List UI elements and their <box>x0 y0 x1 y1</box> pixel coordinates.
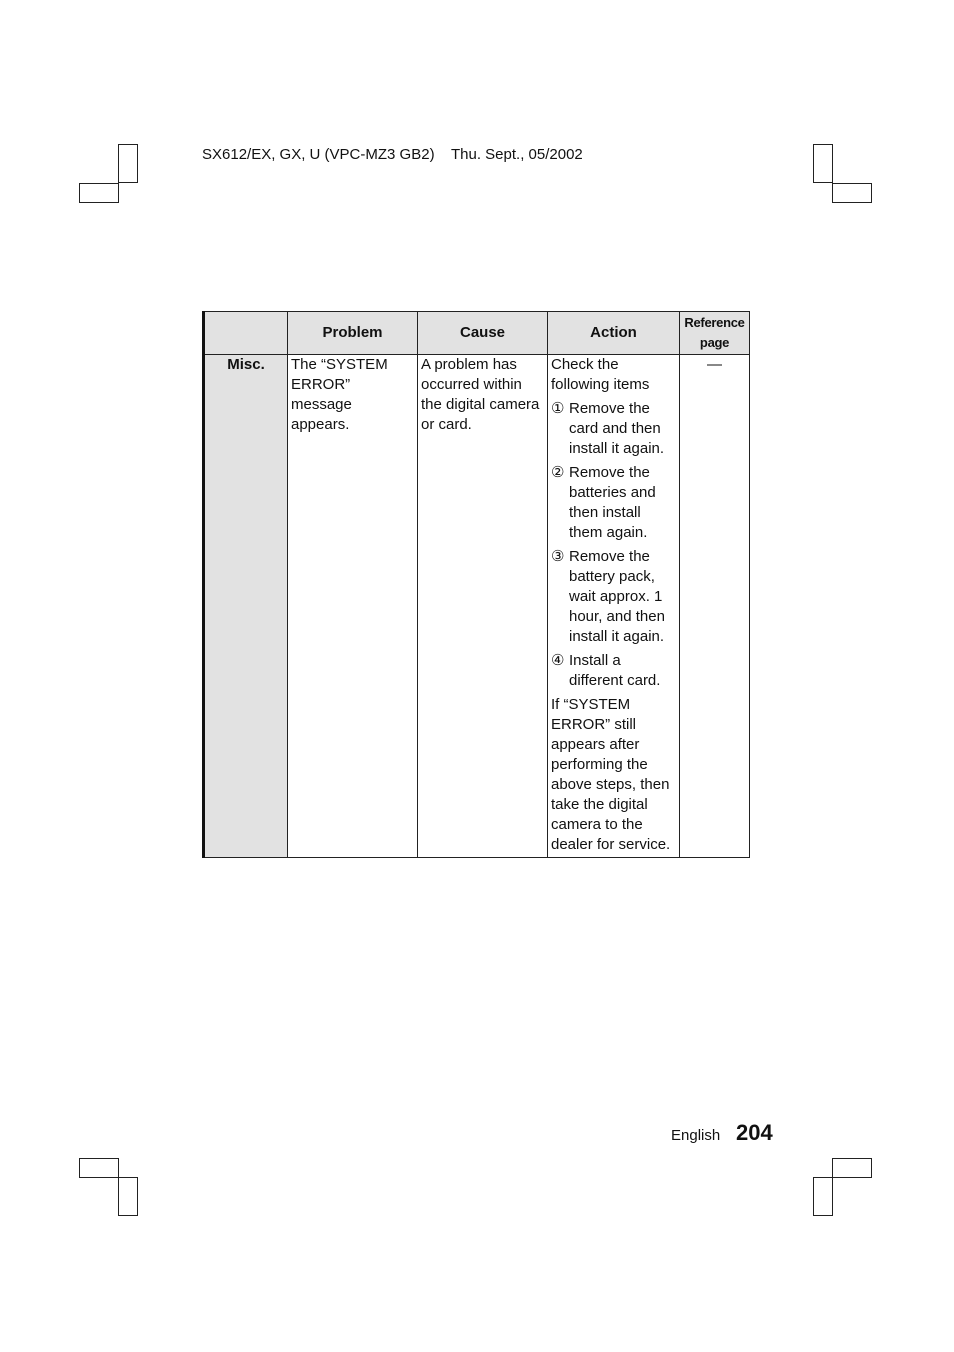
page-number: 204 <box>736 1120 773 1145</box>
crop-mark-bottom-right-horizontal <box>832 1158 872 1178</box>
step-text: Remove the batteries and then install them again. <box>569 464 656 541</box>
action-followup: If “SYSTEM ERROR” still appears after performing the above steps, then take the digital camera to the dealer for service. <box>551 696 671 853</box>
crop-mark-top-right-vertical <box>813 144 833 183</box>
crop-mark-bottom-left-horizontal <box>79 1158 119 1178</box>
category-cell: Misc. <box>204 355 288 858</box>
category-column-header <box>204 312 288 355</box>
step-number: ② <box>551 464 565 481</box>
crop-mark-top-right-horizontal <box>832 183 872 203</box>
action-cell <box>548 355 680 858</box>
cause-column-header: Cause <box>418 312 548 355</box>
action-step-2 <box>551 463 676 543</box>
action-step-4 <box>551 651 676 691</box>
step-text: Remove the card and then install it again. <box>569 400 665 457</box>
reference-header-line1: Reference <box>684 315 745 330</box>
reference-page-cell: — <box>680 355 750 858</box>
document-date: Thu. Sept., 05/2002 <box>450 146 583 163</box>
step-number: ① <box>551 400 565 417</box>
problem-cell: The “SYSTEM ERROR” message appears. <box>288 355 418 858</box>
crop-mark-bottom-right-vertical <box>813 1177 833 1216</box>
step-number: ④ <box>551 652 565 669</box>
problem-column-header: Problem <box>288 312 418 355</box>
reference-column-header <box>680 312 750 355</box>
crop-mark-bottom-left-vertical <box>118 1177 138 1216</box>
reference-header-line2: page <box>699 335 730 350</box>
troubleshooting-table <box>202 311 750 858</box>
cause-cell: A problem has occurred within the digital camera or card. <box>418 355 548 858</box>
step-text: Remove the battery pack, wait approx. 1 hour, and then install it again. <box>569 548 665 645</box>
step-text: Install a different card. <box>569 652 661 689</box>
action-intro: Check the following items <box>551 356 650 393</box>
document-code: SX612/EX, GX, U (VPC-MZ3 GB2) <box>202 146 435 163</box>
action-column-header: Action <box>548 312 680 355</box>
action-step-1 <box>551 399 676 459</box>
crop-mark-top-left-horizontal <box>79 183 119 203</box>
table-header-row <box>204 312 750 355</box>
footer-language: English <box>671 1127 721 1144</box>
action-step-3 <box>551 547 676 647</box>
step-number: ③ <box>551 548 565 565</box>
crop-mark-top-left-vertical <box>118 144 138 183</box>
table-row <box>204 355 750 858</box>
document-header <box>202 146 583 163</box>
